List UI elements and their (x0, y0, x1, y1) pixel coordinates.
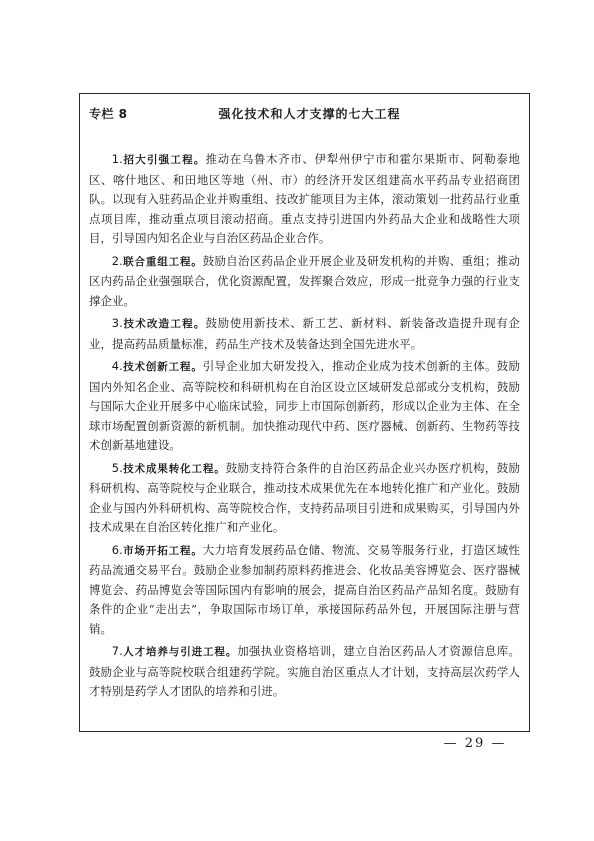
box-title: 强化技术和人才支撑的七大工程 (218, 107, 401, 121)
item-heading: 市场开拓工程。 (122, 544, 203, 557)
box-label: 专栏 8 (89, 107, 128, 121)
item-heading: 招大引强工程。 (122, 154, 206, 166)
box-content (89, 150, 520, 705)
item-body: 大力培育发展药品仓储、物流、交易等服务行业，打造区域性药品流通交易平台。鼓励企业参加制药原料药推进会、化妆品美容博览会、医疗器械博览会、药品博览会等国际国内有影响的展会，提高自治区药品产品知名度。鼓励有条件的企业“走出去”，争取国际市场订单，承接国际药品外包，开展国际注册与营销。 (89, 542, 520, 636)
project-item-4 (89, 357, 520, 456)
item-heading: 技术改造工程。 (122, 318, 206, 330)
item-body: 鼓励自治区药品企业开展企业及研发机构的并购、重组；推动区内药品企业强强联合，优化资源配置，发挥聚合效应，形成一批竞争力强的行业支撑企业。 (89, 253, 520, 308)
item-heading: 人才培养与引进工程。 (122, 646, 238, 658)
project-item-1 (89, 150, 520, 249)
item-number: 6. (111, 542, 123, 557)
project-item-7 (89, 642, 520, 702)
item-body: 引导企业加大研发投入，推动企业成为技术创新的主体。鼓励国内外知名企业、高等院校和科研机构在自治区设立区域研发总部或分支机构，鼓励与国际大企业开展多中心临床试验，同步上市国际创新药，形成以企业为主体、在全球市场配置创新资源的新机制。加快推动现代中药、医疗器械、创新药、生物药等技术创新基地建设。 (89, 359, 520, 452)
item-body: 推动在乌鲁木齐市、伊犁州伊宁市和霍尔果斯市、阿勒泰地区、喀什地区、和田地区等地（州、市）的经济开发区组建高水平药品专业招商团队。以现有入驻药品企业并购重组、技改扩能项目为主体，滚动策划一批药品行业重点项目库，推动重点项目滚动招商。重点支持引进国内外药品大企业和战略性大项目，引导国内知名企业与自治区药品企业合作。 (89, 152, 521, 245)
item-body: 加强执业资格培训，建立自治区药品人才资源信息库。鼓励企业与高等院校联合组建药学院。实施自治区重点人才计划，支持高层次药学人才特别是药学人才团队的培养和引进。 (89, 644, 521, 698)
item-body: 鼓励支持符合条件的自治区药品企业兴办医疗机构，鼓励科研机构、高等院校与企业联合，推动技术成果优先在本地转化推广和产业化。鼓励企业与国内外科研机构、高等院校合作，支持药品项目引进和成果购买，引导国内外技术成果在自治区转化推广和产业化。 (89, 460, 520, 534)
item-heading: 技术创新工程。 (122, 361, 203, 373)
item-number: 7. (111, 644, 123, 658)
item-number: 3. (111, 316, 123, 330)
project-item-6 (89, 541, 520, 640)
item-heading: 联合重组工程。 (122, 255, 203, 268)
page-number: — 29 — (443, 736, 507, 751)
item-number: 1. (111, 152, 123, 166)
project-item-5 (89, 459, 520, 538)
item-body: 鼓励使用新技术、新工艺、新材料、新装备改造提升现有企业，提高药品质量标准，药品生产技术及装备达到全国先进水平。 (89, 316, 521, 351)
item-number: 5. (111, 460, 123, 475)
item-number: 4. (111, 359, 123, 373)
special-column-box (79, 93, 530, 732)
item-heading: 技术成果转化工程。 (122, 462, 226, 475)
box-header (80, 94, 529, 130)
project-item-3 (89, 314, 520, 354)
project-item-2 (89, 252, 520, 312)
item-number: 2. (111, 253, 123, 268)
